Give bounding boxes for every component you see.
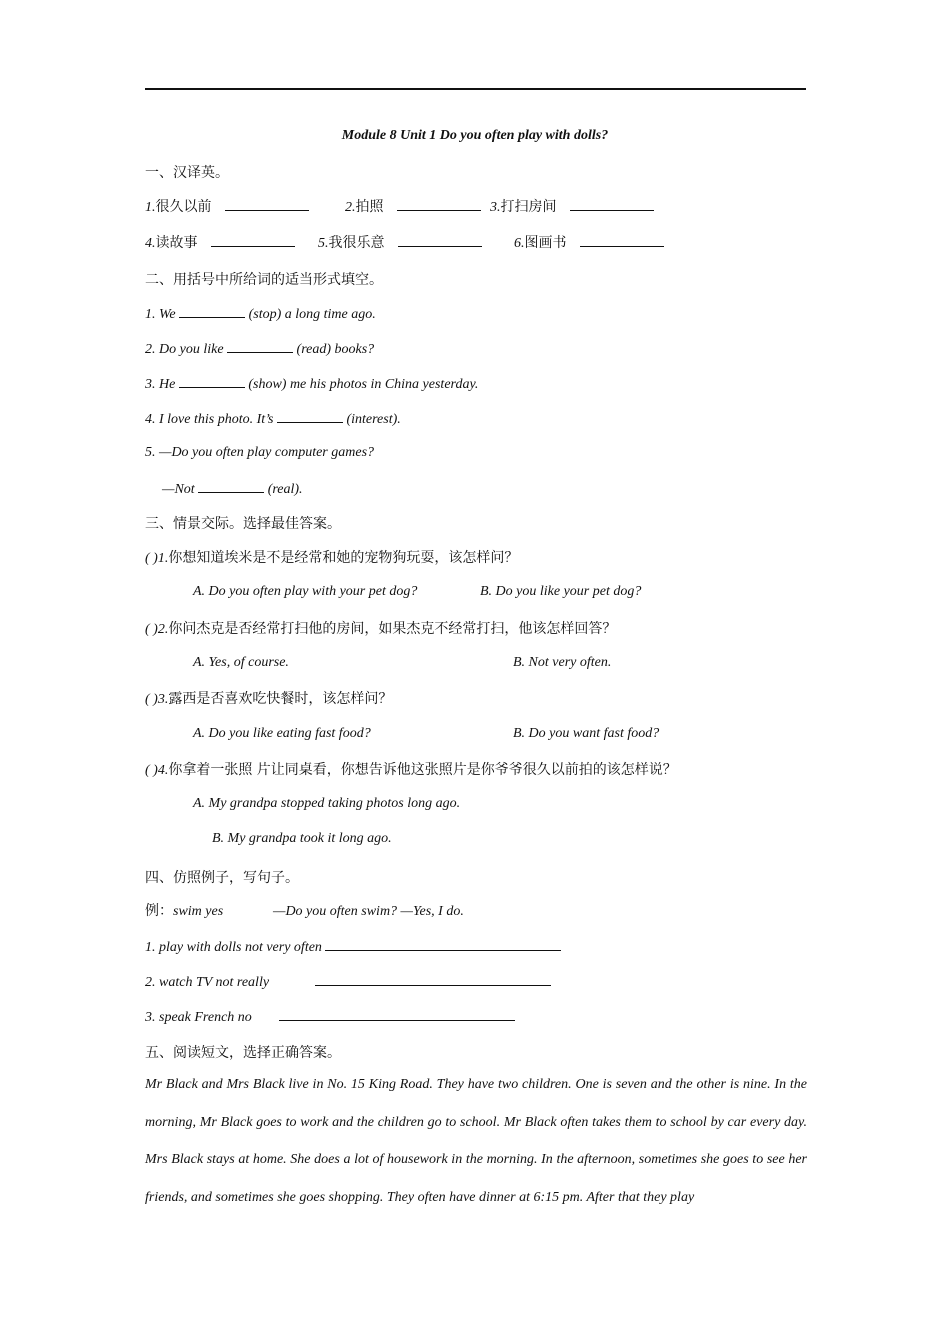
s3-q3-option-a: A. Do you like eating fast food? <box>193 726 371 741</box>
answer-bracket[interactable]: ( ) <box>145 551 158 566</box>
header-rule <box>145 88 806 90</box>
answer-bracket[interactable]: ( ) <box>145 622 158 637</box>
section2-heading: 二、用括号中所给词的适当形式填空。 <box>145 272 383 288</box>
answer-blank[interactable] <box>198 478 264 493</box>
answer-blank[interactable] <box>397 196 481 211</box>
s2-item-2: 2. Do you like (read) books? <box>145 338 374 360</box>
answer-blank[interactable] <box>179 373 245 388</box>
answer-blank[interactable] <box>315 971 551 986</box>
s1-item-5: 5.我很乐意 <box>318 232 482 252</box>
answer-blank[interactable] <box>179 303 245 318</box>
answer-blank[interactable] <box>279 1006 515 1021</box>
page-title: Module 8 Unit 1 Do you often play with dolls? <box>341 128 609 143</box>
answer-blank[interactable] <box>227 338 293 353</box>
s3-question-3: ( )3.露西是否喜欢吃快餐时，该怎样问？ <box>145 691 393 707</box>
section4-heading: 四、仿照例子，写句子。 <box>145 870 299 886</box>
s1-item-3: 3.打扫房间 <box>490 196 654 216</box>
s2-item-5: 5. —Do you often play computer games? <box>145 445 375 460</box>
s3-q1-option-a: A. Do you often play with your pet dog? <box>193 584 418 599</box>
answer-blank[interactable] <box>225 196 309 211</box>
answer-blank[interactable] <box>211 232 295 247</box>
s3-q4-option-a: A. My grandpa stopped taking photos long ago. <box>193 796 461 811</box>
section3-heading: 三、情景交际。选择最佳答案。 <box>145 516 341 532</box>
s3-q2-option-a: A. Yes, of course. <box>193 655 289 670</box>
answer-blank[interactable] <box>398 232 482 247</box>
s2-item-4: 4. I love this photo. It’s (interest). <box>145 408 401 430</box>
section5-heading: 五、阅读短文，选择正确答案。 <box>145 1045 341 1061</box>
answer-blank[interactable] <box>570 196 654 211</box>
s4-item-3: 3. speak French no <box>145 1006 515 1028</box>
s3-question-2: ( )2.你问杰克是否经常打扫他的房间，如果杰克不经常打扫，他该怎样回答？ <box>145 621 617 637</box>
answer-bracket[interactable]: ( ) <box>145 763 158 778</box>
s3-q1-option-b: B. Do you like your pet dog? <box>480 584 642 599</box>
s3-q4-option-b: B. My grandpa took it long ago. <box>212 831 392 846</box>
answer-blank[interactable] <box>277 408 343 423</box>
reading-passage: Mr Black and Mrs Black live in No. 15 King Road. They have two children. One is seven and the other is nine. In the morning, Mr Black goes to work and the children go to school. Mr Black often takes them to school by car every day. Mrs Black stays at home. She does a lot of housework in the morning. In the afternoon, sometimes she goes to see her friends, and sometimes she goes shopping. They often have dinner at 6:15 pm. After that they play <box>145 1077 807 1205</box>
answer-blank[interactable] <box>325 936 561 951</box>
s2-item-5-answer: —Not (real). <box>162 478 303 500</box>
s3-q3-option-b: B. Do you want fast food? <box>513 726 660 741</box>
s4-item-2: 2. watch TV not really <box>145 971 551 993</box>
s4-item-1: 1. play with dolls not very often <box>145 936 561 958</box>
s1-item-1: 1.很久以前 <box>145 196 309 216</box>
s2-item-3: 3. He (show) me his photos in China yesterday. <box>145 373 478 395</box>
s1-item-6: 6.图画书 <box>514 232 664 252</box>
s3-q2-option-b: B. Not very often. <box>513 655 612 670</box>
s2-item-1: 1. We (stop) a long time ago. <box>145 303 376 325</box>
s1-item-4: 4.读故事 <box>145 232 295 252</box>
answer-blank[interactable] <box>580 232 664 247</box>
s3-question-4: ( )4.你拿着一张照 片让同桌看，你想告诉他这张照片是你爷爷很久以前拍的该怎样说？ <box>145 762 677 778</box>
s4-example: 例：swim yes —Do you often swim? —Yes, I do. <box>145 903 464 919</box>
s1-item-2: 2.拍照 <box>345 196 481 216</box>
s3-question-1: ( )1.你想知道埃米是不是经常和她的宠物狗玩耍，该怎样问？ <box>145 550 519 566</box>
section1-heading: 一、汉译英。 <box>145 165 229 181</box>
answer-bracket[interactable]: ( ) <box>145 692 158 707</box>
